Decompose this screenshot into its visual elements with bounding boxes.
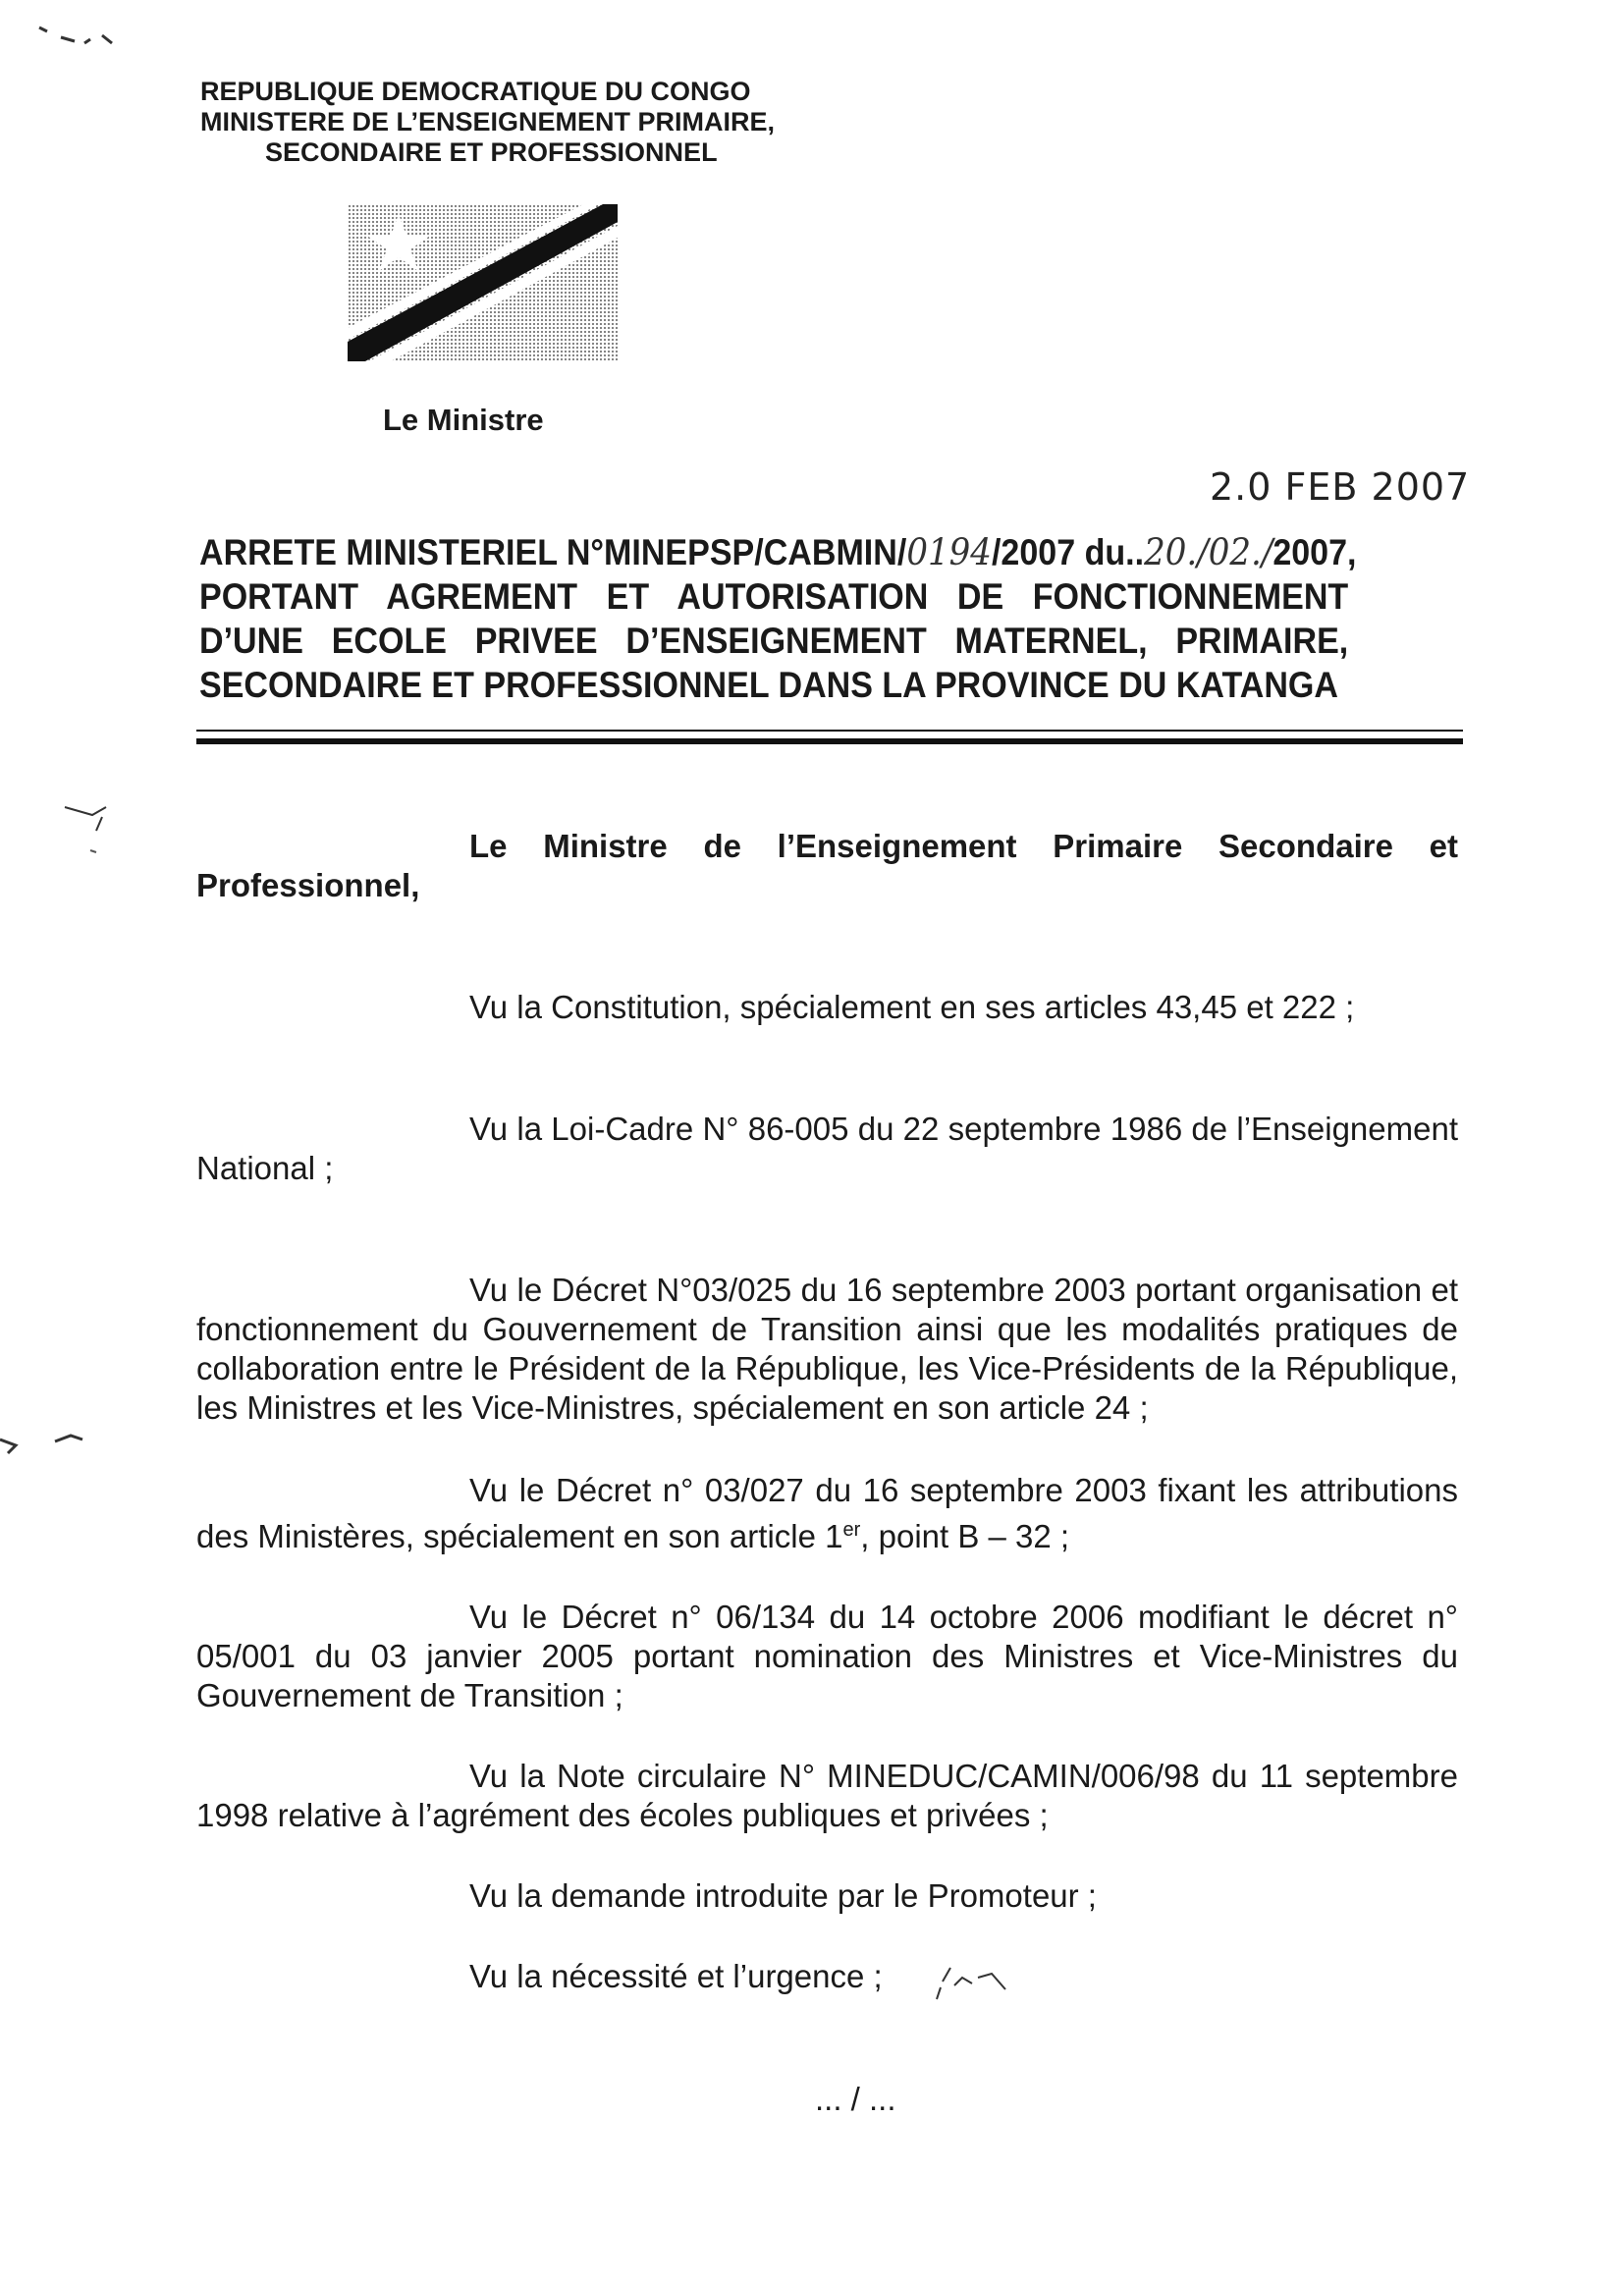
handwritten-date: 20./02./ bbox=[1144, 531, 1273, 573]
title-mid: /2007 du.. bbox=[991, 532, 1145, 572]
margin-mark bbox=[65, 807, 106, 831]
flag-emblem bbox=[348, 204, 618, 361]
paragraph-constitution: Vu la Constitution, spécialement en ses articles 43,45 et 222 ; bbox=[469, 989, 1355, 1025]
letterhead-ministry: MINISTERE DE L’ENSEIGNEMENT PRIMAIRE, bbox=[200, 107, 776, 136]
decree-body bbox=[196, 827, 1458, 1996]
margin-mark bbox=[0, 1436, 82, 1453]
p5-text-end: , point B – 32 ; bbox=[860, 1518, 1070, 1554]
handwritten-number: 0194 bbox=[906, 531, 992, 573]
scan-mark bbox=[39, 27, 112, 43]
title-line-4: SECONDAIRE ET PROFESSIONNEL DANS LA PROVINCE DU KATANGA bbox=[199, 665, 1338, 705]
title-line-3: D’UNE ECOLE PRIVEE D’ENSEIGNEMENT MATERNEL, PRIMAIRE, bbox=[199, 621, 1349, 661]
paragraph-decret-03-025: Vu le Décret N°03/025 du 16 septembre 2003 portant organisation et fonctionnement du Gouvernement de Transition ainsi que les modalités pratiques de collaboration entre le Président de la République, les Vice-Présidents de la République, les Ministres et les Vice-Ministres, spécialement en son article 24 ; bbox=[196, 1272, 1458, 1426]
date-stamp: 2.0 FEB 2007 bbox=[1210, 465, 1471, 509]
paragraph-urgence: Vu la nécessité et l’urgence ; bbox=[469, 1958, 883, 1994]
title-line-2: PORTANT AGREMENT ET AUTORISATION DE FONCTIONNEMENT bbox=[199, 576, 1349, 617]
page-continuation: ... / ... bbox=[815, 2081, 896, 2117]
p5-superscript: er bbox=[842, 1519, 861, 1541]
paragraph-note-circulaire: Vu la Note circulaire N° MINEDUC/CAMIN/006/98 du 11 septembre 1998 relative à l’agrément des écoles publiques et privées ; bbox=[196, 1758, 1458, 1833]
paragraph-decret-06-134: Vu le Décret n° 06/134 du 14 octobre 2006 modifiant le décret n° 05/001 du 03 janvier 2005 portant nomination des Ministres et Vice-Ministres du Gouvernement de Transition ; bbox=[196, 1599, 1458, 1713]
paragraph-demande: Vu la demande introduite par le Promoteur ; bbox=[469, 1877, 1097, 1914]
letterhead-ministry-cont: SECONDAIRE ET PROFESSIONNEL bbox=[265, 137, 718, 167]
title-suffix: 2007, bbox=[1272, 532, 1357, 572]
title-line-1 bbox=[199, 530, 1357, 574]
paragraph-loi-cadre: Vu la Loi-Cadre N° 86-005 du 22 septembre 1986 de l’Enseignement National ; bbox=[196, 1111, 1458, 1186]
paragraph-decret-03-027 bbox=[196, 1471, 1458, 1556]
minister-label: Le Ministre bbox=[383, 403, 544, 437]
decree-title bbox=[199, 530, 1357, 707]
title-divider-thin bbox=[196, 730, 1463, 732]
title-prefix: ARRETE MINISTERIEL N°MINEPSP/CABMIN/ bbox=[199, 532, 907, 572]
margin-mark bbox=[90, 850, 96, 852]
letterhead-country: REPUBLIQUE DEMOCRATIQUE DU CONGO bbox=[200, 77, 751, 106]
letterhead bbox=[200, 77, 888, 168]
paragraph-minister: Le Ministre de l’Enseignement Primaire Secondaire et Professionnel, bbox=[196, 828, 1458, 903]
title-divider-thick bbox=[196, 738, 1463, 744]
p5-text: Vu le Décret n° 03/027 du 16 septembre 2003 fixant les attributions des Ministères, spécialement en son article 1 bbox=[196, 1472, 1458, 1554]
